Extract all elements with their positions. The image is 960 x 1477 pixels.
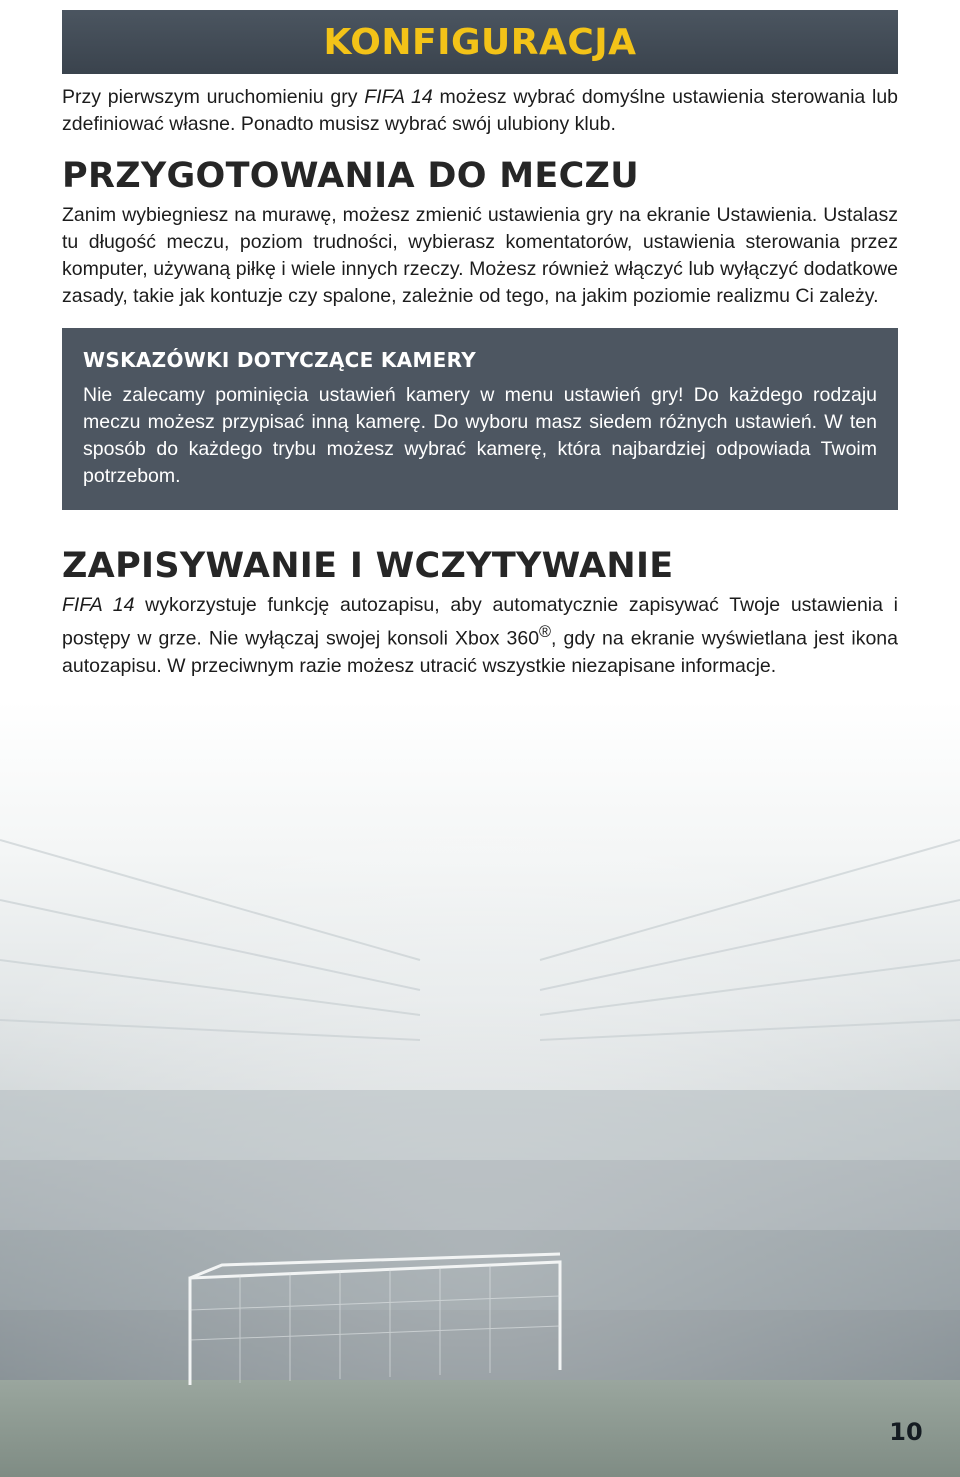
- save-load-paragraph: [62, 592, 898, 680]
- section-heading-match-prep: PRZYGOTOWANIA DO MECZU: [62, 156, 639, 196]
- save-text-start: wykorzystuje funkcję autozapisu, aby automatycznie zapisywać Twoje ustawienia i postępy w grze. Nie wyłączaj swojej konsoli Xbox 360: [62, 594, 899, 650]
- title-bar: [62, 10, 898, 74]
- camera-tips-heading: WSKAZÓWKI DOTYCZĄCE KAMERY: [83, 348, 477, 372]
- registered-mark: ®: [539, 623, 552, 641]
- intro-text-end: możesz wybrać domyślne ustawienia sterowania lub zdefiniować własne. Ponadto musisz wybrać swój ulubiony klub.: [62, 86, 899, 135]
- page-title: KONFIGURACJA: [323, 21, 637, 63]
- intro-text-start: Przy pierwszym uruchomieniu gry: [62, 86, 365, 108]
- match-prep-paragraph: Zanim wybiegniesz na murawę, możesz zmienić ustawienia gry na ekranie Ustawienia. Ustalasz tu długość meczu, poziom trudności, wybierasz komentatorów, ustawienia sterowania przez komputer, używaną piłkę i wiele innych rzeczy. Możesz również włączyć lub wyłączyć dodatkowe zasady, takie jak kontuzje czy spalone, zależnie od tego, na jakim poziomie realizmu Ci zależy.: [62, 204, 898, 307]
- section-heading-save-load: ZAPISYWANIE I WCZYTYWANIE: [62, 546, 674, 586]
- page-content: [62, 10, 898, 680]
- save-game-title: FIFA 14: [62, 594, 135, 616]
- intro-game-title: FIFA 14: [364, 86, 433, 108]
- page-number: 10: [889, 1418, 923, 1446]
- camera-tips-paragraph: Nie zalecamy pominięcia ustawień kamery w menu ustawień gry! Do każdego rodzaju meczu możesz przypisać inną kamerę. Do wyboru masz siedem różnych ustawień. W ten sposób do każdego trybu możesz wybrać kamerę, która najbardziej odpowiada Twoim potrzebom.: [83, 384, 877, 487]
- camera-tips-box: [62, 328, 898, 510]
- save-text-end: , gdy na ekranie wyświetlana jest ikona autozapisu. W przeciwnym razie możesz utracić wszystkie niezapisane informacje.: [62, 627, 898, 677]
- intro-paragraph: [62, 84, 898, 138]
